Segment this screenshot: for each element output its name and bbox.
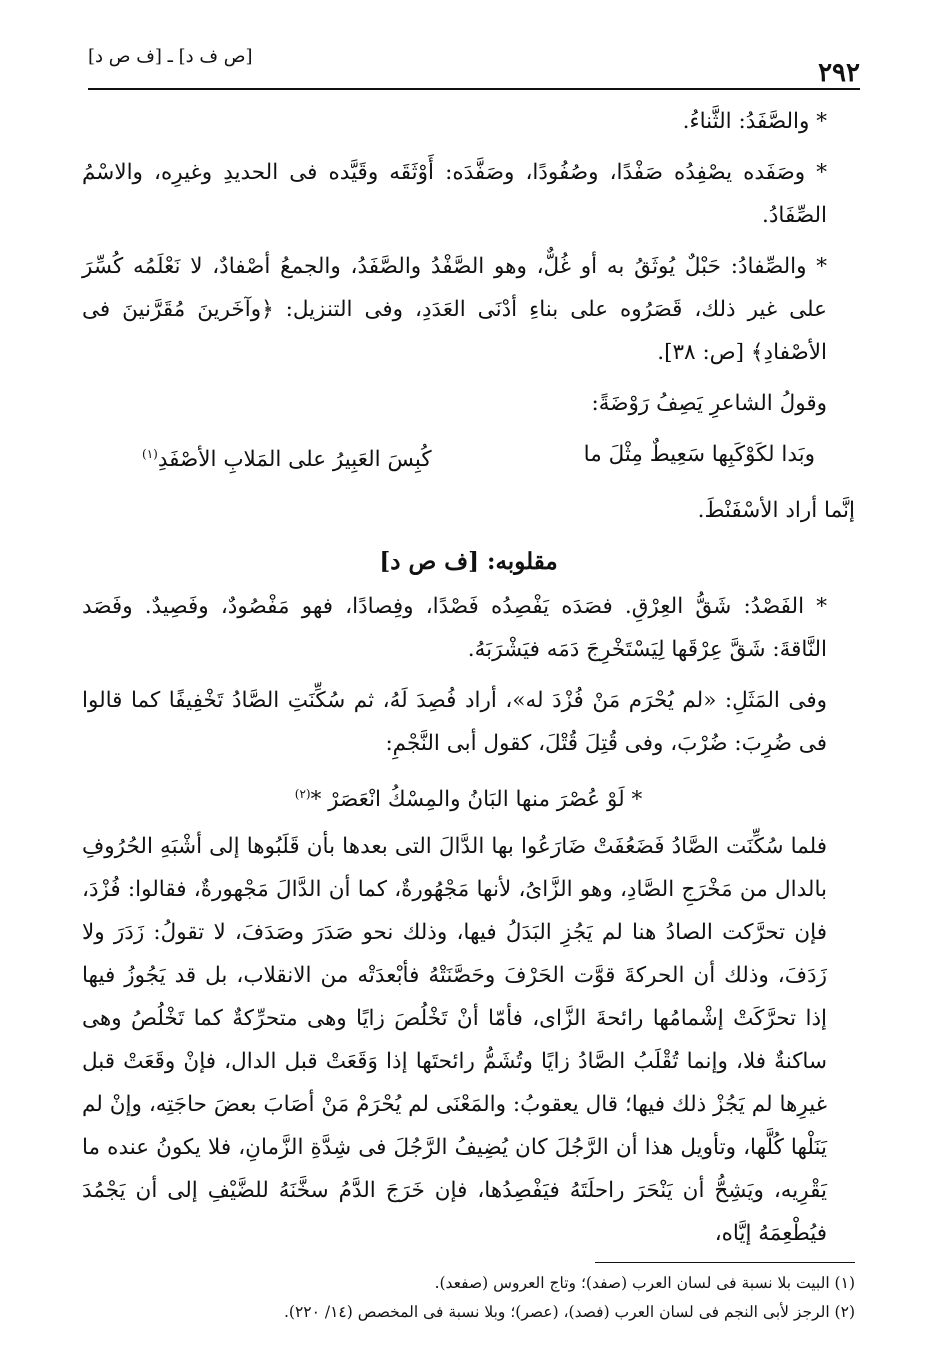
page-number: ٢٩٢ <box>818 58 860 88</box>
paragraph: * والصِّفادُ: حَبْلٌ يُوثَقُ به أو غُلٌّ، وهو الصَّفْدُ والصَّفَدُ، والجمعُ أصْفادٌ، لا نَعْلَمُه كُسِّرَ على غير ذلك، قَصَرُوه على بناءِ أدْنَى العَدَدِ، وفى التنزيل: ﴿وآخَرينَ مُقَرَّنينَ فى الأصْفادِ﴾ [ص: ٣٨]. <box>82 254 827 365</box>
paragraph: * والصَّفَدُ: الثَّناءُ. <box>682 109 827 134</box>
footnotes <box>82 1262 855 1327</box>
footnote: (١) البيت بلا نسبة فى لسان العرب (صفد)؛ وتاج العروس (صفعد). <box>434 1274 855 1292</box>
header-rule <box>88 88 860 90</box>
paragraph: إنَّما أراد الأسْفَنْطَ. <box>697 498 855 524</box>
verse-line <box>82 433 855 481</box>
verse-hemistich-first: وبَدا لكَوْكَبِها سَعِيطٌ مِثْلَ ما <box>583 442 815 467</box>
footnote-marker: (١) <box>142 447 158 461</box>
paragraph: وقولُ الشاعرِ يَصِفُ رَوْضَةً: <box>591 391 827 416</box>
verse-hemistich-second: كُبِسَ العَبِيرُ على المَلابِ الأصْفَدِ$^{(١)}$ <box>142 447 432 473</box>
running-head: [ص ف د] ـ [ف ص د] <box>88 46 253 67</box>
page-header <box>88 46 860 92</box>
paragraph: فلما سُكِّنَت الصَّادُ فَضَعُفَتْ ضَارَعُوا بها الدَّالَ التى بعدها بأن قَلَبُوها إلى أشْبَهِ الحُرُوفِ بالدال من مَخْرَجِ الصَّادِ، وهو الزَّاىُ، لأنها مَجْهُورةٌ، كما أن الدَّالَ مَجْهورةٌ، فقالوا: فُزْدَ، فإن تحرَّكت الصادُ هنا لم يَجُزِ البَدَلُ فيها، وذلك نحو صَدَرَ وصَدَفَ، لا تقولُ: زَدَرَ ولا زَدَفَ، وذلك أن الحركةَ قوَّت الحَرْفَ وحَصَّنَتْهُ فأبْعدَتْه من الانقلاب، بل قد يَجُوزُ فيها إذا تحرَّكَتْ إشْمامُها رائحةَ الزَّاى، فأمّا أنْ تَخْلُصَ زايًا وهى متحرِّكةٌ كما تَخْلُصُ وهى ساكنةٌ فلا، وإنما تُقْلَبُ الصَّادُ زايًا وتُشَمُّ رائحتَها إذا وَقَعَتْ قبل الدال، فإنْ وقَعَتْ قبل غيرِها لم يَجُزْ ذلك فيها؛ قال يعقوبُ: والمَعْنَى لم يُحْرَمْ مَنْ أصَابَ بعضَ حاجَتِه، وإنْ لم يَنَلْها كُلَّها، وتأويل هذا أن الرَّجُلَ كان يُضِيفُ الرَّجُلَ فى شِدَّةِ الزَّمانِ، فلا يكونُ عنده ما يَقْرِيه، ويَشِحُّ أن يَنْحَرَ راحلَتَهُ فيَفْصِدُها، فإن خَرَجَ الدَّمُ سخَّنَهُ للضَّيْفِ إلى أن يَجْمُدَ فيُطْعِمَهُ إيَّاه، <box>82 834 827 1247</box>
paragraph: وفى المَثَلِ: «لم يُحْرَم مَنْ فُزْدَ له»، أراد فُصِدَ لَهُ، ثم سُكِّنَتِ الصَّادُ تَخْفِيفًا كما قالوا فى ضُرِبَ: ضُرْبَ، وفى قُتِلَ قُتْلَ، كقول أبى النَّجْمِ: <box>82 688 827 757</box>
footnote: (٢) الرجز لأبى النجم فى لسان العرب (فصد)، (عصر)؛ وبلا نسبة فى المخصص (١٤/ ٢٢٠). <box>283 1303 855 1321</box>
footnote-marker: (٢) <box>294 787 311 802</box>
main-text <box>82 100 855 1263</box>
section-heading: مقلوبه: [ف ص د] <box>379 548 558 576</box>
footnote-rule <box>595 1262 855 1263</box>
paragraph: * الفَصْدُ: شَقُّ العِرْقِ. فصَدَه يَفْصِدُه فَصْدًا، وفِصادًا، فهو مَفْصُودٌ، وفَصِيدٌ. وفَصَد النَّاقةَ: شَقَّ عِرْقَها لِيَسْتَخْرِجَ دَمَه فيَشْرَبَهُ. <box>82 594 827 663</box>
rajaz-verse: * لَوْ عُصْرَ منها البَانُ والمِسْكُ انْعَصَرْ *$^{(٢)}$ <box>294 787 643 813</box>
paragraph: * وصَفَده يصْفِدُه صَفْدًا، وصُفُودًا، وصَفَّدَه: أَوْثَقَه وقَيَّده فى الحديدِ وغيرِه، والاسْمُ الصِّفَادُ. <box>82 160 827 228</box>
